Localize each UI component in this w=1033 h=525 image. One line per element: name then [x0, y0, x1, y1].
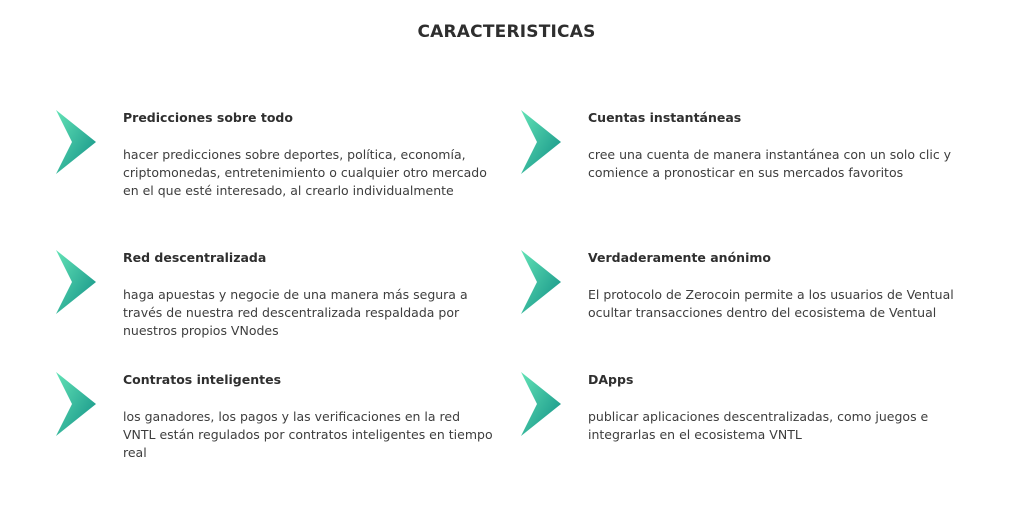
chevron-right-icon — [521, 372, 563, 436]
feature-description: cree una cuenta de manera instantánea con un solo clic y comience a pronosticar en sus mercados favoritos — [588, 147, 952, 180]
feature-description: hacer predicciones sobre deportes, política, economía, criptomonedas, entretenimiento o cualquier otro mercado en el que esté interesado, al crearlo individualmente — [123, 147, 487, 198]
feature-title: Contratos inteligentes — [123, 372, 282, 387]
chevron-right-icon — [521, 250, 563, 314]
chevron-right-icon — [56, 372, 98, 436]
chevron-right-icon — [521, 110, 563, 174]
chevron-right-icon — [56, 110, 98, 174]
feature-title: Red descentralizada — [123, 250, 267, 265]
feature-description: los ganadores, los pagos y las verificaciones en la red VNTL están regulados por contratos inteligentes en tiempo real — [123, 409, 493, 460]
feature-title: Predicciones sobre todo — [123, 110, 293, 125]
feature-title: DApps — [588, 372, 634, 387]
section-title: CARACTERISTICAS — [417, 22, 596, 42]
feature-title: Verdaderamente anónimo — [588, 250, 771, 265]
chevron-right-icon — [56, 250, 98, 314]
feature-description: publicar aplicaciones descentralizadas, como juegos e integrarlas en el ecosistema VNTL — [588, 409, 929, 442]
feature-title: Cuentas instantáneas — [588, 110, 742, 125]
feature-description: haga apuestas y negocie de una manera más segura a través de nuestra red descentralizada respaldada por nuestros propios VNodes — [123, 287, 468, 338]
feature-description: El protocolo de Zerocoin permite a los usuarios de Ventual ocultar transacciones dentro del ecosistema de Ventual — [588, 287, 954, 320]
